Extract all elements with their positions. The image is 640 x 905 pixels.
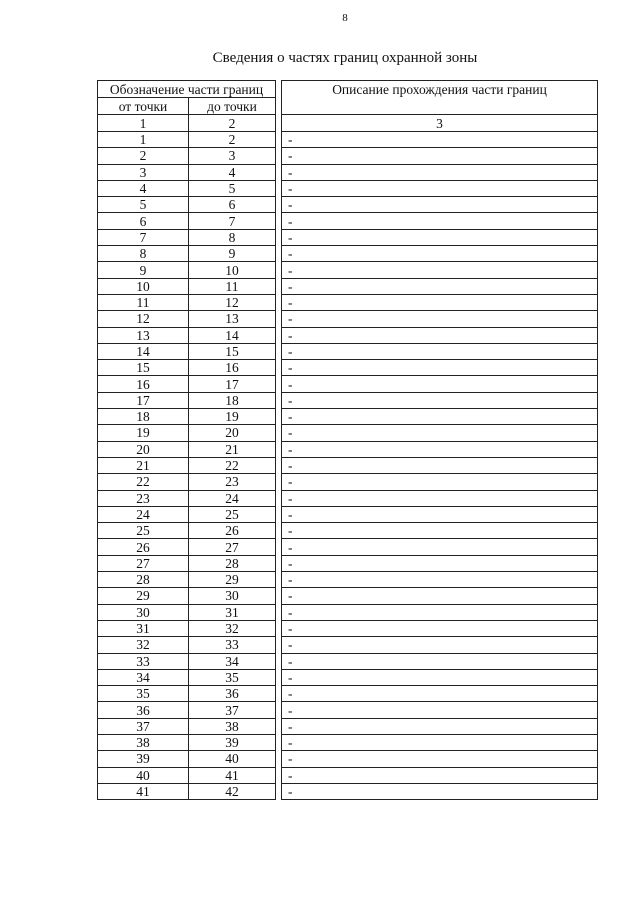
description-cell: - xyxy=(282,311,598,327)
from-point-cell: 21 xyxy=(98,457,189,473)
header-to-point: до точки xyxy=(189,98,276,115)
to-point-cell: 10 xyxy=(189,262,276,278)
description-cell: - xyxy=(282,392,598,408)
from-point-cell: 20 xyxy=(98,441,189,457)
from-point-cell: 38 xyxy=(98,734,189,750)
description-cell: - xyxy=(282,669,598,685)
table-row xyxy=(98,327,598,343)
to-point-cell: 36 xyxy=(189,686,276,702)
from-point-cell: 36 xyxy=(98,702,189,718)
table-row xyxy=(98,686,598,702)
to-point-cell: 8 xyxy=(189,229,276,245)
column-number: 1 xyxy=(98,115,189,132)
from-point-cell: 12 xyxy=(98,311,189,327)
from-point-cell: 4 xyxy=(98,180,189,196)
table-body xyxy=(98,132,598,800)
description-cell: - xyxy=(282,294,598,310)
description-cell: - xyxy=(282,327,598,343)
to-point-cell: 27 xyxy=(189,539,276,555)
page-number: 8 xyxy=(342,12,348,24)
to-point-cell: 30 xyxy=(189,588,276,604)
table-row xyxy=(98,783,598,799)
to-point-cell: 25 xyxy=(189,506,276,522)
description-cell: - xyxy=(282,767,598,783)
table-row xyxy=(98,180,598,196)
table-row xyxy=(98,767,598,783)
from-point-cell: 5 xyxy=(98,197,189,213)
header-description: Описание прохождения части границ xyxy=(282,81,598,115)
description-cell: - xyxy=(282,213,598,229)
from-point-cell: 22 xyxy=(98,474,189,490)
table-row xyxy=(98,148,598,164)
table-row xyxy=(98,490,598,506)
table-row xyxy=(98,360,598,376)
from-point-cell: 7 xyxy=(98,229,189,245)
description-cell: - xyxy=(282,718,598,734)
table-row xyxy=(98,669,598,685)
table-row xyxy=(98,457,598,473)
description-cell: - xyxy=(282,148,598,164)
from-point-cell: 17 xyxy=(98,392,189,408)
description-cell: - xyxy=(282,278,598,294)
from-point-cell: 34 xyxy=(98,669,189,685)
table-row xyxy=(98,588,598,604)
table-row xyxy=(98,311,598,327)
from-point-cell: 18 xyxy=(98,409,189,425)
to-point-cell: 11 xyxy=(189,278,276,294)
table-row xyxy=(98,409,598,425)
boundary-parts-table xyxy=(97,80,598,800)
description-cell: - xyxy=(282,425,598,441)
from-point-cell: 28 xyxy=(98,572,189,588)
table-row xyxy=(98,474,598,490)
description-cell: - xyxy=(282,197,598,213)
description-cell: - xyxy=(282,262,598,278)
to-point-cell: 15 xyxy=(189,343,276,359)
description-cell: - xyxy=(282,229,598,245)
from-point-cell: 10 xyxy=(98,278,189,294)
from-point-cell: 14 xyxy=(98,343,189,359)
to-point-cell: 32 xyxy=(189,620,276,636)
to-point-cell: 9 xyxy=(189,246,276,262)
from-point-cell: 39 xyxy=(98,751,189,767)
from-point-cell: 30 xyxy=(98,604,189,620)
to-point-cell: 28 xyxy=(189,555,276,571)
table-row xyxy=(98,539,598,555)
description-cell: - xyxy=(282,702,598,718)
table-row xyxy=(98,229,598,245)
table-header-row xyxy=(98,81,598,98)
to-point-cell: 24 xyxy=(189,490,276,506)
description-cell: - xyxy=(282,409,598,425)
to-point-cell: 3 xyxy=(189,148,276,164)
table-row xyxy=(98,604,598,620)
from-point-cell: 33 xyxy=(98,653,189,669)
description-cell: - xyxy=(282,506,598,522)
description-cell: - xyxy=(282,751,598,767)
description-cell: - xyxy=(282,360,598,376)
from-point-cell: 26 xyxy=(98,539,189,555)
to-point-cell: 33 xyxy=(189,637,276,653)
from-point-cell: 32 xyxy=(98,637,189,653)
column-numbers-row xyxy=(98,115,598,132)
to-point-cell: 38 xyxy=(189,718,276,734)
to-point-cell: 35 xyxy=(189,669,276,685)
table-row xyxy=(98,523,598,539)
to-point-cell: 17 xyxy=(189,376,276,392)
column-number: 3 xyxy=(282,115,598,132)
to-point-cell: 18 xyxy=(189,392,276,408)
description-cell: - xyxy=(282,246,598,262)
description-cell: - xyxy=(282,686,598,702)
header-boundary-designation: Обозначение части границ xyxy=(98,81,276,98)
table-row xyxy=(98,246,598,262)
from-point-cell: 2 xyxy=(98,148,189,164)
description-cell: - xyxy=(282,604,598,620)
table-row xyxy=(98,294,598,310)
table-row xyxy=(98,392,598,408)
table-row xyxy=(98,718,598,734)
from-point-cell: 13 xyxy=(98,327,189,343)
description-cell: - xyxy=(282,457,598,473)
table-row xyxy=(98,197,598,213)
table-row xyxy=(98,702,598,718)
from-point-cell: 15 xyxy=(98,360,189,376)
table-row xyxy=(98,506,598,522)
table-row xyxy=(98,376,598,392)
from-point-cell: 8 xyxy=(98,246,189,262)
to-point-cell: 42 xyxy=(189,783,276,799)
table-row xyxy=(98,343,598,359)
from-point-cell: 11 xyxy=(98,294,189,310)
to-point-cell: 39 xyxy=(189,734,276,750)
table-row xyxy=(98,572,598,588)
to-point-cell: 19 xyxy=(189,409,276,425)
to-point-cell: 40 xyxy=(189,751,276,767)
table-row xyxy=(98,132,598,148)
from-point-cell: 1 xyxy=(98,132,189,148)
table-row xyxy=(98,278,598,294)
to-point-cell: 29 xyxy=(189,572,276,588)
to-point-cell: 22 xyxy=(189,457,276,473)
description-cell: - xyxy=(282,441,598,457)
description-cell: - xyxy=(282,164,598,180)
description-cell: - xyxy=(282,180,598,196)
column-number: 2 xyxy=(189,115,276,132)
to-point-cell: 23 xyxy=(189,474,276,490)
to-point-cell: 26 xyxy=(189,523,276,539)
description-cell: - xyxy=(282,555,598,571)
to-point-cell: 41 xyxy=(189,767,276,783)
description-cell: - xyxy=(282,637,598,653)
from-point-cell: 19 xyxy=(98,425,189,441)
description-cell: - xyxy=(282,620,598,636)
description-cell: - xyxy=(282,734,598,750)
table-row xyxy=(98,441,598,457)
description-cell: - xyxy=(282,783,598,799)
to-point-cell: 14 xyxy=(189,327,276,343)
description-cell: - xyxy=(282,523,598,539)
from-point-cell: 23 xyxy=(98,490,189,506)
description-cell: - xyxy=(282,376,598,392)
description-cell: - xyxy=(282,588,598,604)
to-point-cell: 13 xyxy=(189,311,276,327)
description-cell: - xyxy=(282,490,598,506)
to-point-cell: 16 xyxy=(189,360,276,376)
from-point-cell: 3 xyxy=(98,164,189,180)
to-point-cell: 31 xyxy=(189,604,276,620)
from-point-cell: 41 xyxy=(98,783,189,799)
from-point-cell: 24 xyxy=(98,506,189,522)
table-row xyxy=(98,620,598,636)
description-cell: - xyxy=(282,653,598,669)
table-row xyxy=(98,164,598,180)
to-point-cell: 12 xyxy=(189,294,276,310)
from-point-cell: 16 xyxy=(98,376,189,392)
description-cell: - xyxy=(282,132,598,148)
description-cell: - xyxy=(282,343,598,359)
to-point-cell: 34 xyxy=(189,653,276,669)
to-point-cell: 20 xyxy=(189,425,276,441)
table-row xyxy=(98,213,598,229)
description-cell: - xyxy=(282,539,598,555)
from-point-cell: 37 xyxy=(98,718,189,734)
from-point-cell: 9 xyxy=(98,262,189,278)
to-point-cell: 2 xyxy=(189,132,276,148)
table-row xyxy=(98,637,598,653)
table-row xyxy=(98,751,598,767)
from-point-cell: 27 xyxy=(98,555,189,571)
from-point-cell: 25 xyxy=(98,523,189,539)
table-row xyxy=(98,555,598,571)
table-row xyxy=(98,425,598,441)
from-point-cell: 40 xyxy=(98,767,189,783)
table-row xyxy=(98,653,598,669)
from-point-cell: 35 xyxy=(98,686,189,702)
from-point-cell: 31 xyxy=(98,620,189,636)
to-point-cell: 5 xyxy=(189,180,276,196)
table-row xyxy=(98,262,598,278)
document-title: Сведения о частях границ охранной зоны xyxy=(212,50,478,66)
header-from-point: от точки xyxy=(98,98,189,115)
to-point-cell: 21 xyxy=(189,441,276,457)
from-point-cell: 6 xyxy=(98,213,189,229)
to-point-cell: 6 xyxy=(189,197,276,213)
table-row xyxy=(98,734,598,750)
from-point-cell: 29 xyxy=(98,588,189,604)
to-point-cell: 4 xyxy=(189,164,276,180)
to-point-cell: 7 xyxy=(189,213,276,229)
to-point-cell: 37 xyxy=(189,702,276,718)
description-cell: - xyxy=(282,474,598,490)
description-cell: - xyxy=(282,572,598,588)
